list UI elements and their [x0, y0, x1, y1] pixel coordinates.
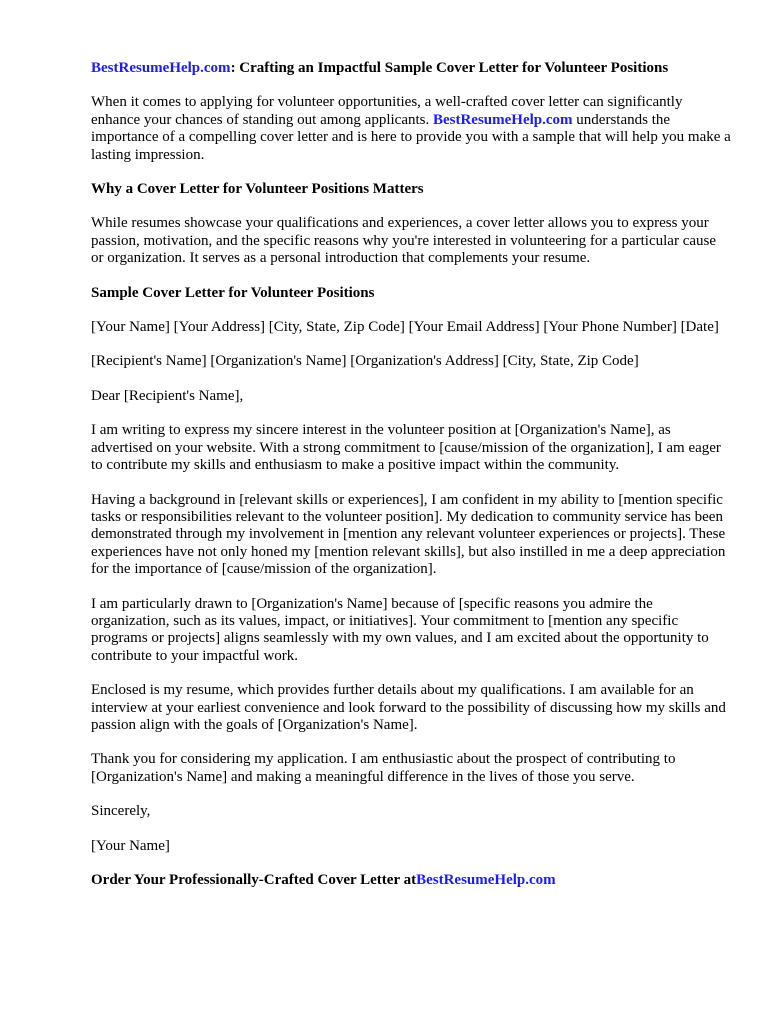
letter-paragraph: Enclosed is my resume, which provides further details about my qualifications. I am available for an interview at your earliest convenience and look forward to the possibility of discussing how my skills and passion align with the goals of [Organization's Name]. [91, 682, 726, 733]
cta-text: Order Your Professionally-Crafted Cover Letter at [91, 872, 417, 888]
letter-paragraph: I am writing to express my sincere interest in the volunteer position at [Organization's Name], as advertised on your website. With a strong commitment to [cause/mission of the organization], I am eager to contribute my skills and enthusiasm to make a positive impact within the community. [91, 422, 721, 474]
document-page [91, 60, 731, 906]
recipient-block: [Recipient's Name] [Organization's Name] [Organization's Address] [City, State, Zip Code] [91, 353, 639, 370]
call-to-action [91, 872, 731, 889]
letter-paragraph: Thank you for considering my application. I am enthusiastic about the prospect of contributing to [Organization's Name] and making a meaningful difference in the lives of those you serve. [91, 751, 676, 785]
section-heading-sample: Sample Cover Letter for Volunteer Positions [91, 284, 375, 301]
letter-paragraph: Having a background in [relevant skills or experiences], I am confident in my ability to [mention specific tasks or responsibilities relevant to the volunteer position]. My dedication to community service has been demonstrated through my involvement in [mention any relevant volunteer experiences or projects]. These experiences have not only honed my [mention relevant skills], but also instilled in me a deep appreciation for the importance of [cause/mission of the organization]. [91, 491, 726, 578]
intro-text-after: understands the importance of a compelling cover letter and is here to provide you with a sample that will help you make a lasting impression. [91, 111, 731, 163]
closing: Sincerely, [91, 803, 151, 820]
section-heading-why: Why a Cover Letter for Volunteer Positions Matters [91, 181, 424, 198]
salutation: Dear [Recipient's Name], [91, 387, 244, 404]
intro-site-link[interactable]: BestResumeHelp.com [432, 111, 573, 128]
site-link[interactable]: BestResumeHelp.com [91, 60, 231, 76]
intro-paragraph [91, 94, 731, 164]
sender-block: [Your Name] [Your Address] [City, State, Zip Code] [Your Email Address] [Your Phone Number] [Date] [91, 319, 719, 336]
letter-paragraph: I am particularly drawn to [Organization's Name] because of [specific reasons you admire the organization, such as its values, impact, or initiatives]. Your commitment to [mention any specific programs or projects] aligns seamlessly with my own values, and I am excited about the opportunity to contribute to your impactful work. [91, 595, 709, 664]
title-text: : Crafting an Impactful Sample Cover Letter for Volunteer Positions [230, 60, 669, 76]
section-body-why: While resumes showcase your qualifications and experiences, a cover letter allows you to express your passion, motivation, and the specific reasons why you're interested in volunteering for a particular cause or organization. It serves as a personal introduction that complements your resume. [91, 215, 717, 267]
intro-text-before: When it comes to applying for volunteer opportunities, a well-crafted cover letter can significantly enhance your chances of standing out among applicants. [91, 94, 683, 128]
cta-site-link[interactable]: BestResumeHelp.com [416, 872, 556, 888]
document-title [91, 60, 731, 77]
signature: [Your Name] [91, 837, 170, 854]
